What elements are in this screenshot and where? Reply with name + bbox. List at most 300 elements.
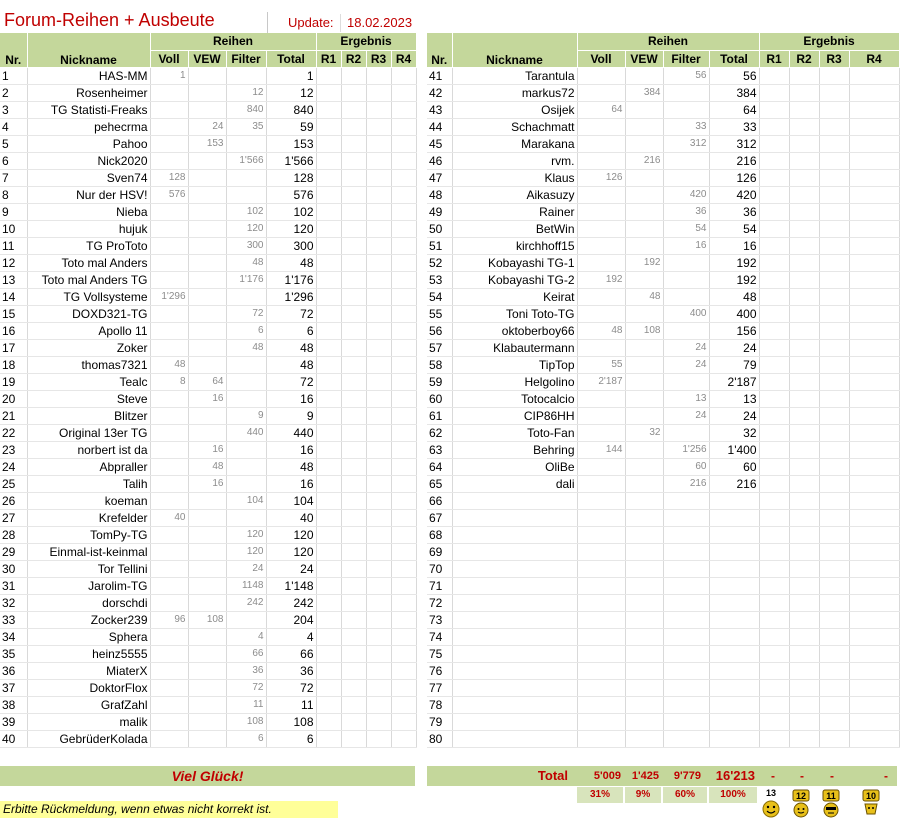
total-cell[interactable]: 32 [709,424,759,441]
r4-cell[interactable] [849,713,899,730]
vew-cell[interactable]: 16 [188,390,226,407]
r2-cell[interactable] [341,509,366,526]
table-row[interactable] [0,322,416,339]
table-row[interactable] [0,407,416,424]
nickname-cell[interactable] [452,662,577,679]
r2-cell[interactable] [789,373,819,390]
r1-cell[interactable] [316,373,341,390]
total-cell[interactable]: 6 [266,322,316,339]
total-cell[interactable]: 192 [709,254,759,271]
r3-cell[interactable] [819,305,849,322]
nickname-cell[interactable]: Keirat [452,288,577,305]
table-row[interactable] [0,594,416,611]
voll-cell[interactable] [577,254,625,271]
r4-cell[interactable] [849,84,899,101]
row-number-cell[interactable]: 51 [427,237,452,254]
row-number-cell[interactable]: 54 [427,288,452,305]
row-number-cell[interactable]: 38 [0,696,27,713]
row-number-cell[interactable]: 37 [0,679,27,696]
row-number-cell[interactable]: 56 [427,322,452,339]
row-number-cell[interactable]: 5 [0,135,27,152]
r3-cell[interactable] [366,305,391,322]
row-number-cell[interactable]: 33 [0,611,27,628]
voll-cell[interactable] [150,271,188,288]
table-row[interactable] [0,237,416,254]
nickname-cell[interactable]: Nick2020 [27,152,150,169]
r2-cell[interactable] [341,152,366,169]
r4-cell[interactable] [391,390,416,407]
vew-cell[interactable] [188,288,226,305]
vew-cell[interactable]: 24 [188,118,226,135]
nickname-cell[interactable]: koeman [27,492,150,509]
r3-cell[interactable] [819,492,849,509]
row-number-cell[interactable]: 30 [0,560,27,577]
nickname-cell[interactable]: Tealc [27,373,150,390]
filter-cell[interactable] [663,713,709,730]
r2-cell[interactable] [789,713,819,730]
nickname-cell[interactable]: TG ProToto [27,237,150,254]
table-row[interactable] [0,305,416,322]
r2-cell[interactable] [341,356,366,373]
vew-cell[interactable] [188,203,226,220]
table-row[interactable] [427,305,899,322]
nickname-cell[interactable] [452,645,577,662]
r4-cell[interactable] [849,594,899,611]
nickname-cell[interactable]: markus72 [452,84,577,101]
filter-cell[interactable]: 66 [226,645,266,662]
row-number-cell[interactable]: 8 [0,186,27,203]
r2-cell[interactable] [789,288,819,305]
nickname-cell[interactable]: dorschdi [27,594,150,611]
voll-cell[interactable] [150,730,188,747]
nickname-cell[interactable] [452,611,577,628]
filter-cell[interactable]: 840 [226,101,266,118]
r4-cell[interactable] [849,543,899,560]
r1-cell[interactable] [759,713,789,730]
filter-cell[interactable]: 120 [226,526,266,543]
table-row[interactable] [427,220,899,237]
vew-cell[interactable] [625,407,663,424]
row-number-cell[interactable]: 21 [0,407,27,424]
r2-cell[interactable] [789,152,819,169]
vew-cell[interactable] [625,135,663,152]
total-cell[interactable]: 300 [266,237,316,254]
r1-cell[interactable] [316,441,341,458]
voll-cell[interactable] [150,424,188,441]
filter-cell[interactable]: 1'176 [226,271,266,288]
r4-cell[interactable] [391,696,416,713]
total-cell[interactable] [709,730,759,747]
r3-cell[interactable] [819,390,849,407]
r2-cell[interactable] [789,390,819,407]
r1-cell[interactable] [316,220,341,237]
r4-cell[interactable] [391,339,416,356]
r4-cell[interactable] [391,611,416,628]
vew-cell[interactable] [625,509,663,526]
r2-cell[interactable] [341,628,366,645]
r4-cell[interactable] [391,679,416,696]
r4-cell[interactable] [849,305,899,322]
total-cell[interactable]: 24 [709,407,759,424]
r2-cell[interactable] [341,696,366,713]
row-number-cell[interactable]: 22 [0,424,27,441]
table-row[interactable] [0,254,416,271]
r2-cell[interactable] [341,611,366,628]
r1-cell[interactable] [759,152,789,169]
table-row[interactable] [0,730,416,747]
nickname-cell[interactable]: kirchhoff15 [452,237,577,254]
table-row[interactable] [0,560,416,577]
r1-cell[interactable] [759,101,789,118]
total-cell[interactable]: 1'148 [266,577,316,594]
filter-cell[interactable]: 9 [226,407,266,424]
r4-cell[interactable] [849,220,899,237]
vew-cell[interactable] [188,577,226,594]
r3-cell[interactable] [819,424,849,441]
row-number-cell[interactable]: 68 [427,526,452,543]
r2-cell[interactable] [789,543,819,560]
r4-cell[interactable] [849,237,899,254]
table-row[interactable] [427,594,899,611]
r4-cell[interactable] [391,254,416,271]
r2-cell[interactable] [341,475,366,492]
filter-cell[interactable] [226,67,266,84]
r2-cell[interactable] [341,169,366,186]
vew-cell[interactable] [188,339,226,356]
total-cell[interactable]: 72 [266,373,316,390]
r2-cell[interactable] [341,271,366,288]
nickname-cell[interactable]: BetWin [452,220,577,237]
r3-cell[interactable] [366,679,391,696]
r4-cell[interactable] [849,441,899,458]
total-cell[interactable]: 2'187 [709,373,759,390]
r2-cell[interactable] [789,220,819,237]
nickname-cell[interactable]: Zocker239 [27,611,150,628]
filter-cell[interactable]: 24 [663,407,709,424]
voll-cell[interactable] [577,594,625,611]
r4-cell[interactable] [391,713,416,730]
table-row[interactable] [0,271,416,288]
r2-cell[interactable] [341,203,366,220]
r3-cell[interactable] [366,543,391,560]
r1-cell[interactable] [316,560,341,577]
total-cell[interactable]: 60 [709,458,759,475]
table-row[interactable] [0,203,416,220]
r2-cell[interactable] [341,492,366,509]
nickname-cell[interactable]: Klaus [452,169,577,186]
table-row[interactable] [427,84,899,101]
nickname-cell[interactable]: OliBe [452,458,577,475]
total-cell[interactable] [709,492,759,509]
r1-cell[interactable] [759,220,789,237]
vew-cell[interactable] [188,560,226,577]
r3-cell[interactable] [819,118,849,135]
r2-cell[interactable] [341,305,366,322]
filter-cell[interactable] [226,356,266,373]
table-row[interactable] [427,526,899,543]
row-number-cell[interactable]: 7 [0,169,27,186]
row-number-cell[interactable]: 80 [427,730,452,747]
total-cell[interactable]: 400 [709,305,759,322]
r2-cell[interactable] [341,577,366,594]
voll-cell[interactable] [150,118,188,135]
r2-cell[interactable] [789,118,819,135]
filter-cell[interactable] [226,458,266,475]
vew-cell[interactable] [625,101,663,118]
nickname-cell[interactable]: dali [452,475,577,492]
r4-cell[interactable] [391,101,416,118]
r3-cell[interactable] [366,220,391,237]
vew-cell[interactable] [625,305,663,322]
r2-cell[interactable] [789,730,819,747]
r1-cell[interactable] [316,356,341,373]
total-cell[interactable]: 11 [266,696,316,713]
r1-cell[interactable] [316,271,341,288]
r3-cell[interactable] [366,118,391,135]
r4-cell[interactable] [391,220,416,237]
r2-cell[interactable] [341,186,366,203]
vew-cell[interactable]: 16 [188,475,226,492]
nickname-cell[interactable]: TomPy-TG [27,526,150,543]
vew-cell[interactable] [188,152,226,169]
vew-cell[interactable] [625,645,663,662]
voll-cell[interactable] [577,577,625,594]
filter-cell[interactable] [226,288,266,305]
r1-cell[interactable] [759,84,789,101]
r3-cell[interactable] [819,356,849,373]
total-cell[interactable]: 1'566 [266,152,316,169]
vew-cell[interactable] [188,543,226,560]
total-cell[interactable]: 1'296 [266,288,316,305]
nickname-cell[interactable]: TG Vollsysteme [27,288,150,305]
r3-cell[interactable] [819,475,849,492]
r3-cell[interactable] [366,492,391,509]
r4-cell[interactable] [849,662,899,679]
total-cell[interactable]: 104 [266,492,316,509]
voll-cell[interactable] [577,407,625,424]
filter-cell[interactable]: 108 [226,713,266,730]
nickname-cell[interactable] [452,730,577,747]
vew-cell[interactable] [625,492,663,509]
row-number-cell[interactable]: 66 [427,492,452,509]
nickname-cell[interactable]: Klabautermann [452,339,577,356]
total-cell[interactable]: 120 [266,526,316,543]
voll-cell[interactable] [150,305,188,322]
vew-cell[interactable] [188,84,226,101]
row-number-cell[interactable]: 75 [427,645,452,662]
row-number-cell[interactable]: 45 [427,135,452,152]
total-cell[interactable]: 24 [266,560,316,577]
voll-cell[interactable] [577,203,625,220]
r2-cell[interactable] [789,458,819,475]
total-cell[interactable] [709,645,759,662]
r2-cell[interactable] [789,237,819,254]
r1-cell[interactable] [759,696,789,713]
nickname-cell[interactable] [452,492,577,509]
nickname-cell[interactable]: Blitzer [27,407,150,424]
vew-cell[interactable]: 32 [625,424,663,441]
r3-cell[interactable] [819,203,849,220]
vew-cell[interactable] [188,526,226,543]
r3-cell[interactable] [819,220,849,237]
table-row[interactable] [427,339,899,356]
r4-cell[interactable] [391,526,416,543]
r2-cell[interactable] [341,424,366,441]
voll-cell[interactable] [150,679,188,696]
row-number-cell[interactable]: 32 [0,594,27,611]
r2-cell[interactable] [341,458,366,475]
voll-cell[interactable] [577,424,625,441]
filter-cell[interactable]: 312 [663,135,709,152]
filter-cell[interactable] [663,288,709,305]
nickname-cell[interactable]: Sphera [27,628,150,645]
r2-cell[interactable] [341,390,366,407]
filter-cell[interactable]: 242 [226,594,266,611]
table-row[interactable] [0,662,416,679]
filter-cell[interactable] [663,611,709,628]
total-cell[interactable]: 48 [266,458,316,475]
filter-cell[interactable]: 12 [226,84,266,101]
r3-cell[interactable] [819,101,849,118]
voll-cell[interactable] [577,560,625,577]
total-cell[interactable]: 16 [266,390,316,407]
vew-cell[interactable]: 64 [188,373,226,390]
filter-cell[interactable]: 36 [226,662,266,679]
r3-cell[interactable] [366,526,391,543]
r4-cell[interactable] [391,475,416,492]
r2-cell[interactable] [341,526,366,543]
row-number-cell[interactable]: 20 [0,390,27,407]
voll-cell[interactable] [150,441,188,458]
voll-cell[interactable] [150,458,188,475]
table-row[interactable] [427,645,899,662]
total-cell[interactable]: 126 [709,169,759,186]
r2-cell[interactable] [789,696,819,713]
nickname-cell[interactable]: Rosenheimer [27,84,150,101]
r3-cell[interactable] [819,696,849,713]
voll-cell[interactable] [577,475,625,492]
r4-cell[interactable] [849,475,899,492]
r3-cell[interactable] [366,475,391,492]
r1-cell[interactable] [759,271,789,288]
table-row[interactable] [427,271,899,288]
filter-cell[interactable] [663,373,709,390]
total-cell[interactable]: 16 [709,237,759,254]
total-cell[interactable]: 54 [709,220,759,237]
r3-cell[interactable] [819,441,849,458]
r1-cell[interactable] [759,356,789,373]
r2-cell[interactable] [341,543,366,560]
vew-cell[interactable] [188,713,226,730]
vew-cell[interactable] [625,526,663,543]
vew-cell[interactable] [625,560,663,577]
r3-cell[interactable] [366,101,391,118]
r4-cell[interactable] [849,356,899,373]
r4-cell[interactable] [391,730,416,747]
table-row[interactable] [0,577,416,594]
filter-cell[interactable] [663,628,709,645]
nickname-cell[interactable]: Kobayashi TG-1 [452,254,577,271]
nickname-cell[interactable]: TG Statisti-Freaks [27,101,150,118]
r1-cell[interactable] [759,441,789,458]
row-number-cell[interactable]: 65 [427,475,452,492]
table-row[interactable] [427,118,899,135]
r4-cell[interactable] [849,492,899,509]
r1-cell[interactable] [316,679,341,696]
table-row[interactable] [0,611,416,628]
r1-cell[interactable] [759,611,789,628]
table-row[interactable] [427,679,899,696]
nickname-cell[interactable] [452,509,577,526]
r4-cell[interactable] [849,390,899,407]
r3-cell[interactable] [366,254,391,271]
r3-cell[interactable] [366,390,391,407]
filter-cell[interactable] [663,543,709,560]
voll-cell[interactable]: 64 [577,101,625,118]
total-cell[interactable] [709,560,759,577]
filter-cell[interactable] [663,101,709,118]
filter-cell[interactable] [663,322,709,339]
voll-cell[interactable]: 144 [577,441,625,458]
r4-cell[interactable] [849,118,899,135]
row-number-cell[interactable]: 26 [0,492,27,509]
nickname-cell[interactable]: Toto-Fan [452,424,577,441]
r1-cell[interactable] [316,186,341,203]
r4-cell[interactable] [849,169,899,186]
voll-cell[interactable] [150,84,188,101]
total-cell[interactable] [709,594,759,611]
total-cell[interactable]: 576 [266,186,316,203]
vew-cell[interactable] [625,730,663,747]
table-row[interactable] [0,492,416,509]
r1-cell[interactable] [759,373,789,390]
r3-cell[interactable] [819,458,849,475]
nickname-cell[interactable]: Apollo 11 [27,322,150,339]
vew-cell[interactable] [188,594,226,611]
r4-cell[interactable] [391,628,416,645]
table-row[interactable] [427,696,899,713]
voll-cell[interactable] [150,543,188,560]
voll-cell[interactable] [577,543,625,560]
total-cell[interactable]: 440 [266,424,316,441]
r1-cell[interactable] [316,628,341,645]
r4-cell[interactable] [391,203,416,220]
filter-cell[interactable]: 33 [663,118,709,135]
filter-cell[interactable]: 13 [663,390,709,407]
row-number-cell[interactable]: 18 [0,356,27,373]
row-number-cell[interactable]: 77 [427,679,452,696]
total-cell[interactable]: 1'400 [709,441,759,458]
r2-cell[interactable] [789,101,819,118]
voll-cell[interactable] [150,628,188,645]
row-number-cell[interactable]: 10 [0,220,27,237]
table-row[interactable] [427,203,899,220]
r4-cell[interactable] [391,271,416,288]
r2-cell[interactable] [789,475,819,492]
row-number-cell[interactable]: 16 [0,322,27,339]
vew-cell[interactable] [188,271,226,288]
filter-cell[interactable]: 120 [226,220,266,237]
r2-cell[interactable] [789,560,819,577]
filter-cell[interactable]: 1148 [226,577,266,594]
r3-cell[interactable] [366,356,391,373]
r4-cell[interactable] [391,458,416,475]
table-row[interactable] [427,713,899,730]
r3-cell[interactable] [366,407,391,424]
r4-cell[interactable] [849,186,899,203]
total-cell[interactable]: 24 [709,339,759,356]
nickname-cell[interactable]: Schachmatt [452,118,577,135]
